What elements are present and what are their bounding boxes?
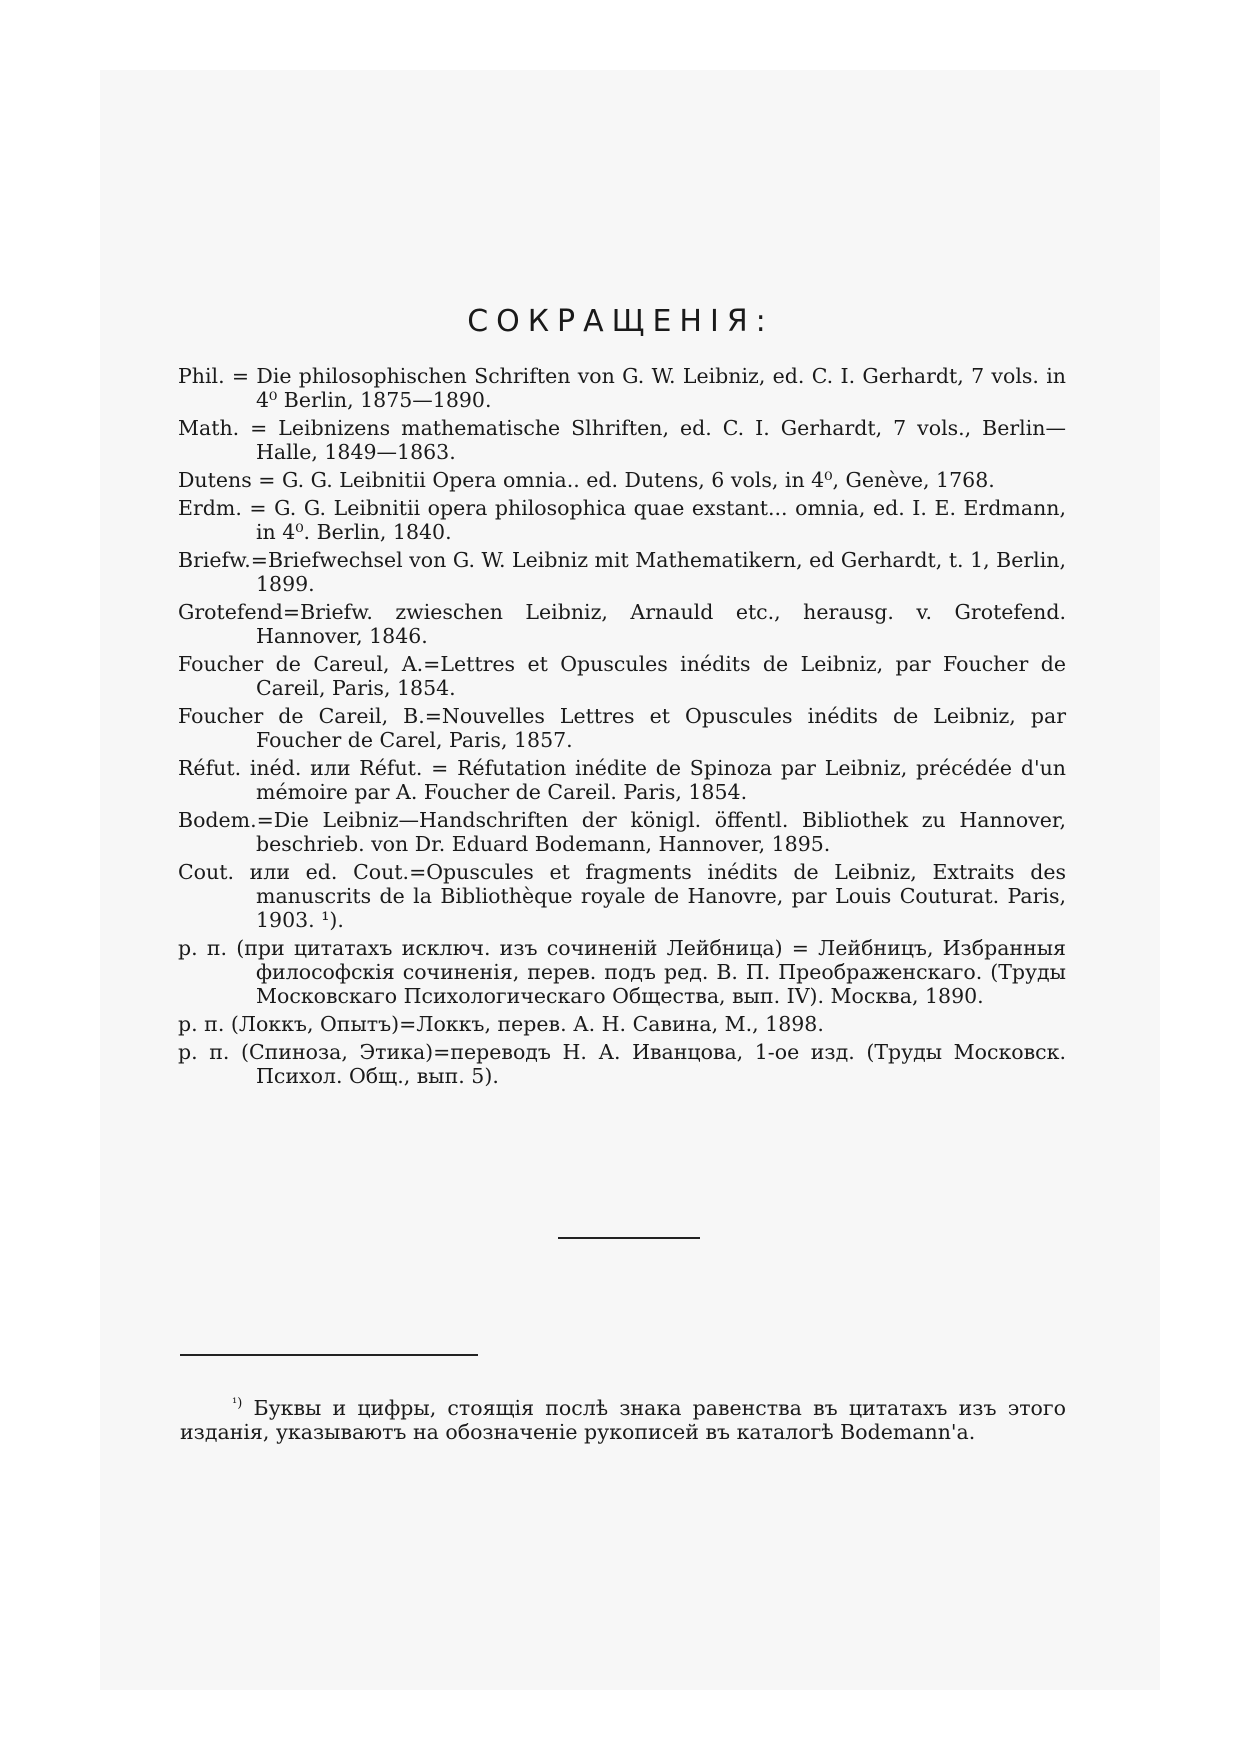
abbreviation-entry: Grotefend=Briefw. zwieschen Leibniz, Arnauld etc., herausg. v. Grotefend. Hannover, 1846.: [178, 600, 1066, 648]
abbreviation-entry: Foucher de Careil, B.=Nouvelles Lettres et Opuscules inédits de Leibniz, par Foucher de Carel, Paris, 1857.: [178, 704, 1066, 752]
abbreviation-entry: Briefw.=Briefwechsel von G. W. Leibniz mit Mathematikern, ed Gerhardt, t. 1, Berlin, 1899.: [178, 548, 1066, 596]
footnote-marker: ¹): [232, 1396, 243, 1412]
abbreviation-list: [178, 364, 1066, 1092]
abbreviation-entry: Dutens = G. G. Leibnitii Opera omnia.. ed. Dutens, 6 vols, in 4⁰, Genève, 1768.: [178, 468, 995, 492]
page-title: СОКРАЩЕНІЯ:: [467, 304, 774, 340]
footnote-rule: [180, 1354, 478, 1356]
footnote-text: Буквы и цифры, стоящія послѣ знака равенства въ цитатахъ изъ этого изданія, указываютъ на обозначеніе рукописей въ каталогѣ Bodemann'a.: [180, 1396, 1066, 1444]
abbreviation-entry: Bodem.=Die Leibniz—Handschriften der königl. öffentl. Bibliothek zu Hannover, beschrieb. von Dr. Eduard Bodemann, Hannover, 1895.: [178, 808, 1066, 856]
abbreviation-entry: Phil. = Die philosophischen Schriften von G. W. Leibniz, ed. C. I. Gerhardt, 7 vols. in 4⁰ Berlin, 1875—1890.: [178, 364, 1066, 412]
abbreviation-entry: Foucher de Careul, A.=Lettres et Opuscules inédits de Leibniz, par Foucher de Careil, Paris, 1854.: [178, 652, 1066, 700]
abbreviation-entry: р. п. (при цитатахъ исключ. изъ сочиненій Лейбница) = Лейбницъ, Избранныя философскія сочиненія, перев. подъ ред. В. П. Преображенскаго. (Труды Московскаго Психологическаго Общества, вып. IV). Москва, 1890.: [178, 936, 1066, 1008]
abbreviation-entry: Erdm. = G. G. Leibnitii opera philosophica quae exstant... omnia, ed. I. E. Erdmann, in 4⁰. Berlin, 1840.: [178, 496, 1066, 544]
abbreviation-entry: р. п. (Локкъ, Опытъ)=Локкъ, перев. А. Н. Савина, М., 1898.: [178, 1012, 824, 1036]
abbreviation-entry: Cout. или ed. Cout.=Opuscules et fragments inédits de Leibniz, Extraits des manuscrits de la Bibliothèque royale de Hanovre, par Louis Couturat. Paris, 1903. ¹).: [178, 860, 1066, 932]
abbreviation-entry: р. п. (Спиноза, Этика)=переводъ Н. А. Иванцова, 1-ое изд. (Труды Московск. Психол. Общ., вып. 5).: [178, 1040, 1066, 1088]
section-divider: [558, 1237, 700, 1239]
abbreviation-entry: Réfut. inéd. или Réfut. = Réfutation inédite de Spinoza par Leibniz, précédée d'un mémoire par A. Foucher de Careil. Paris, 1854.: [178, 756, 1066, 804]
footnote: [180, 1396, 1066, 1444]
abbreviation-entry: Math. = Leibnizens mathematische Slhriften, ed. C. I. Gerhardt, 7 vols., Berlin—Halle, 1849—1863.: [178, 416, 1066, 464]
